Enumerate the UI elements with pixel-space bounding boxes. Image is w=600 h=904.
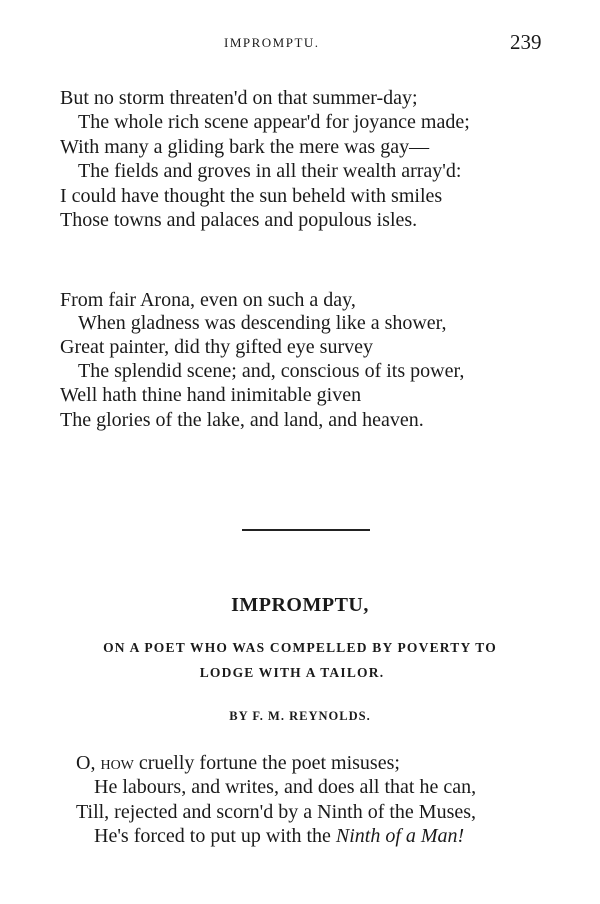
verse-line: I could have thought the sun beheld with smiles xyxy=(60,185,443,207)
verse-line: The fields and groves in all their wealth array'd: xyxy=(78,160,462,182)
text: He's forced to put up with the xyxy=(94,825,336,847)
section-divider xyxy=(242,529,370,531)
verse-line: Well hath thine hand inimitable given xyxy=(60,384,362,406)
verse-line: Great painter, did thy gifted eye survey xyxy=(60,336,373,358)
italic-text: Ninth of a Man! xyxy=(335,825,465,847)
verse-line: When gladness was descending like a shower, xyxy=(78,312,447,334)
text: how xyxy=(100,752,134,774)
verse-line: With many a gliding bark the mere was gay— xyxy=(60,136,430,158)
poem-subtitle: LODGE WITH A TAILOR. xyxy=(199,665,385,680)
running-head: IMPROMPTU. xyxy=(224,35,320,50)
verse-line xyxy=(76,751,400,775)
byline: BY F. M. REYNOLDS. xyxy=(229,709,371,723)
poem-subtitle: ON A POET WHO WAS COMPELLED BY POVERTY TO xyxy=(103,640,497,655)
text: O, xyxy=(76,752,101,774)
page-number: 239 xyxy=(510,30,542,54)
verse-line: The whole rich scene appear'd for joyance made; xyxy=(78,111,470,133)
verse-line: Till, rejected and scorn'd by a Ninth of the Muses, xyxy=(76,801,477,823)
verse-line: He labours, and writes, and does all that he can, xyxy=(94,776,477,798)
poem-title: IMPROMPTU, xyxy=(231,594,369,616)
verse-line: The glories of the lake, and land, and heaven. xyxy=(60,409,424,431)
verse-line: The splendid scene; and, conscious of its power, xyxy=(78,360,465,382)
verse-line: From fair Arona, even on such a day, xyxy=(60,289,356,311)
text: cruelly fortune the poet misuses; xyxy=(133,752,400,774)
verse-line: Those towns and palaces and populous isles. xyxy=(60,209,418,231)
verse-line: But no storm threaten'd on that summer-day; xyxy=(60,87,418,109)
verse-line xyxy=(94,824,464,848)
